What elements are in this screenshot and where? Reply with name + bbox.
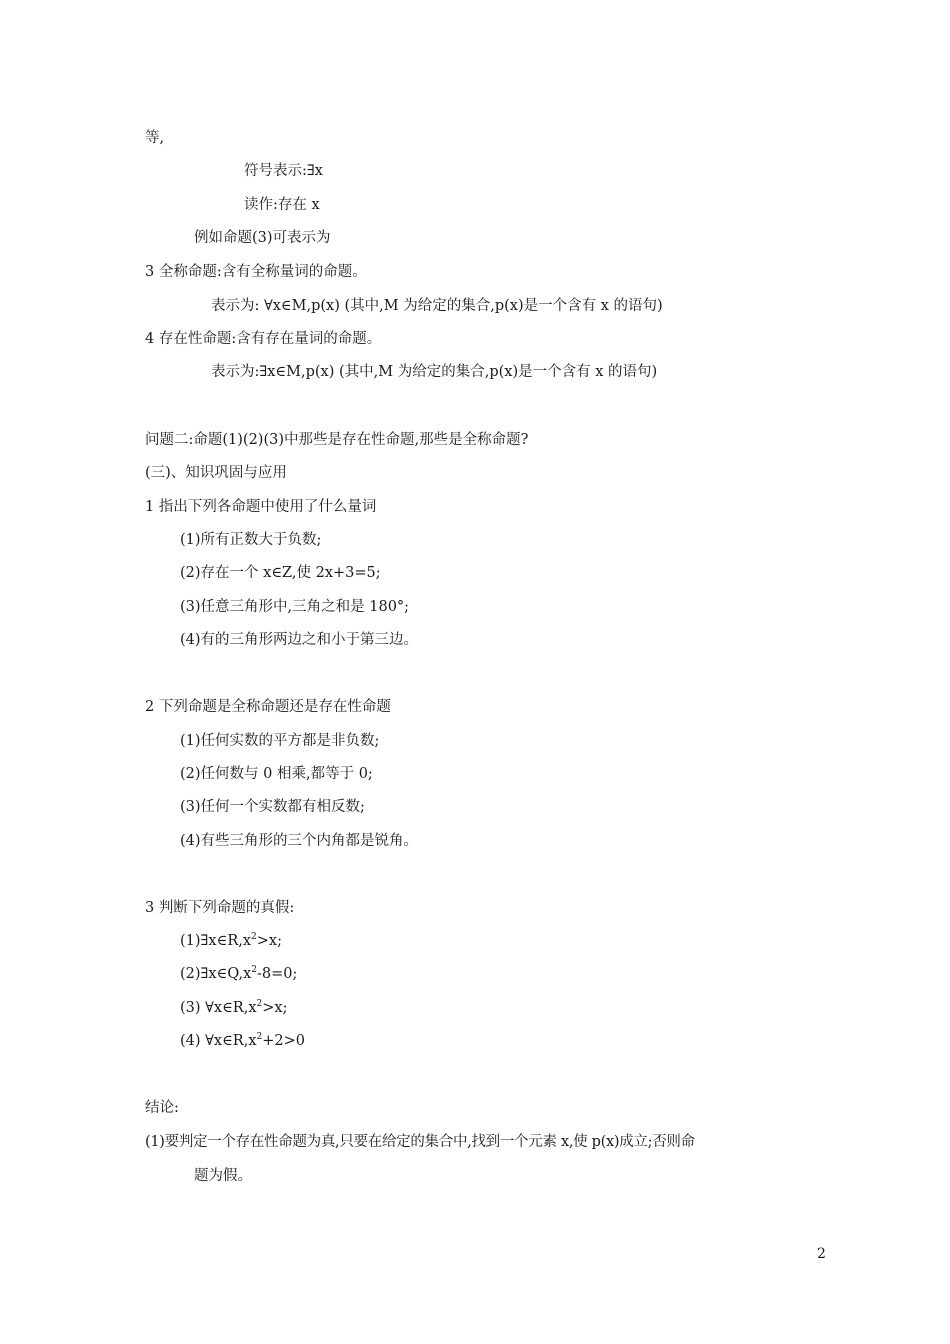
exercise-3-item-1: $(1)\exists x\in R,x^2>x$; — [180, 932, 282, 949]
exercise-3-title: 3 判断下列命题的真假: — [145, 900, 295, 916]
conclusion-line-1: (1)要判定一个存在性命题为真,只要在给定的集合中,找到一个元素 x,使 p(x)成立;否则命 — [145, 1134, 695, 1150]
exercise-1-item-1: (1)所有正数大于负数; — [180, 532, 322, 548]
exercise-2-item-1: (1)任何实数的平方都是非负数; — [180, 733, 380, 749]
text-line-universal-form: 表示为: ∀x∈M,p(x) (其中,M 为给定的集合,p(x)是一个含有 x 的语句) — [211, 298, 663, 314]
exercise-3-item-2: $(2)\exists x\in Q,x^2-8=0$; — [180, 965, 298, 982]
heading-existential-proposition: 4 存在性命题:含有存在量词的命题。 — [145, 331, 382, 347]
heading-universal-proposition: 3 全称命题:含有全称量词的命题。 — [145, 264, 367, 280]
page-number: 2 — [817, 1246, 826, 1262]
question-two: 问题二:命题(1)(2)(3)中那些是存在性命题,那些是全称命题? — [145, 432, 529, 448]
conclusion-heading: 结论: — [145, 1100, 179, 1116]
exercise-1-item-3: (3)任意三角形中,三角之和是 180°; — [180, 599, 410, 615]
text-line-example: 例如命题(3)可表示为 — [194, 230, 331, 246]
text-line-read-as: 读作:存在 x — [244, 197, 320, 213]
exercise-3-item-3: (3) $\forall x\in R,x^2>x$; — [180, 999, 288, 1016]
text-line-existential-form: 表示为:∃x∈M,p(x) (其中,M 为给定的集合,p(x)是一个含有 x 的语句) — [211, 364, 658, 380]
conclusion-line-2: 题为假。 — [194, 1168, 252, 1184]
exercise-1-item-4: (4)有的三角形两边之和小于第三边。 — [180, 632, 419, 648]
exercise-1-item-2: (2)存在一个 x∈Z,使 2x+3=5; — [180, 565, 381, 581]
exercise-2-title: 2 下列命题是全称命题还是存在性命题 — [145, 699, 391, 715]
exercise-3-item-4: (4) $\forall x\in R,x^2+2>0$ — [180, 1032, 305, 1049]
text-line-deng: 等, — [145, 130, 165, 146]
exercise-2-item-2: (2)任何数与 0 相乘,都等于 0; — [180, 766, 373, 782]
exercise-1-title: 1 指出下列各命题中使用了什么量词 — [145, 499, 377, 515]
exercise-2-item-3: (3)任何一个实数都有相反数; — [180, 799, 365, 815]
exercise-2-item-4: (4)有些三角形的三个内角都是锐角。 — [180, 833, 419, 849]
section-heading-three: (三)、知识巩固与应用 — [145, 465, 287, 481]
text-line-symbol: 符号表示:∃x — [244, 163, 323, 179]
